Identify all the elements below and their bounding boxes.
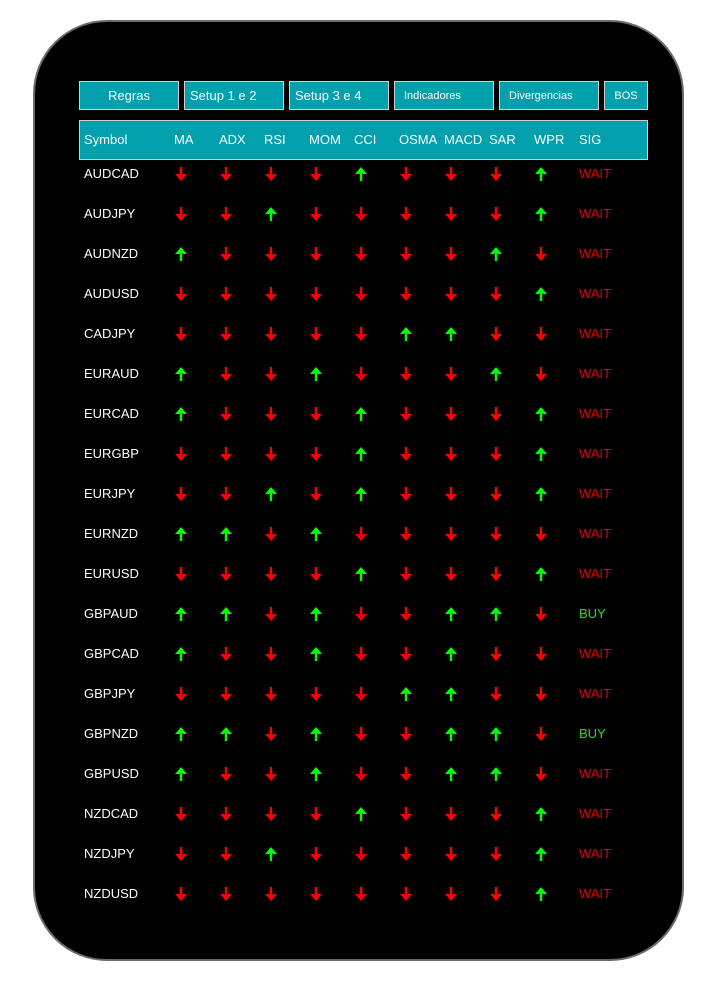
signal-status: WAIT	[579, 886, 612, 901]
arrow-up-icon	[355, 807, 367, 821]
arrow-down-icon	[175, 567, 187, 581]
header-mom: MOM	[309, 132, 341, 147]
arrow-down-icon	[265, 807, 277, 821]
arrow-down-icon	[265, 647, 277, 661]
arrow-down-icon	[400, 847, 412, 861]
arrow-down-icon	[400, 607, 412, 621]
arrow-up-icon	[265, 487, 277, 501]
arrow-down-icon	[310, 207, 322, 221]
symbol-label: EURUSD	[84, 566, 139, 581]
arrow-down-icon	[355, 727, 367, 741]
arrow-down-icon	[175, 847, 187, 861]
arrow-up-icon	[220, 527, 232, 541]
header-cci: CCI	[354, 132, 377, 147]
arrow-down-icon	[400, 247, 412, 261]
arrow-down-icon	[220, 207, 232, 221]
arrow-down-icon	[535, 647, 547, 661]
arrow-down-icon	[490, 567, 502, 581]
arrow-down-icon	[400, 767, 412, 781]
arrow-down-icon	[220, 407, 232, 421]
arrow-down-icon	[355, 687, 367, 701]
tab-label: Setup 3 e 4	[295, 88, 362, 103]
arrow-down-icon	[400, 727, 412, 741]
arrow-down-icon	[265, 687, 277, 701]
arrow-down-icon	[220, 167, 232, 181]
arrow-down-icon	[445, 527, 457, 541]
arrow-up-icon	[535, 487, 547, 501]
arrow-down-icon	[445, 447, 457, 461]
arrow-down-icon	[175, 807, 187, 821]
arrow-up-icon	[175, 527, 187, 541]
tab-indicadores[interactable]	[394, 81, 494, 110]
arrow-down-icon	[400, 287, 412, 301]
header-ma: MA	[174, 132, 194, 147]
arrow-down-icon	[535, 767, 547, 781]
arrow-down-icon	[310, 407, 322, 421]
arrow-down-icon	[310, 687, 322, 701]
arrow-up-icon	[535, 407, 547, 421]
tab-label: BOS	[614, 89, 638, 102]
arrow-down-icon	[220, 287, 232, 301]
arrow-down-icon	[265, 407, 277, 421]
arrow-down-icon	[220, 887, 232, 901]
symbol-label: EURNZD	[84, 526, 139, 541]
arrow-up-icon	[490, 767, 502, 781]
arrow-down-icon	[490, 687, 502, 701]
arrow-down-icon	[400, 207, 412, 221]
arrow-down-icon	[400, 527, 412, 541]
signal-status: WAIT	[579, 366, 612, 381]
arrow-down-icon	[445, 367, 457, 381]
signal-status: WAIT	[579, 286, 612, 301]
arrow-down-icon	[220, 647, 232, 661]
arrow-down-icon	[220, 567, 232, 581]
header-wpr: WPR	[534, 132, 565, 147]
arrow-down-icon	[265, 727, 277, 741]
arrow-up-icon	[445, 327, 457, 341]
arrow-down-icon	[265, 607, 277, 621]
arrow-down-icon	[355, 647, 367, 661]
arrow-up-icon	[265, 207, 277, 221]
signal-status: WAIT	[579, 686, 612, 701]
signal-status: WAIT	[579, 326, 612, 341]
arrow-up-icon	[175, 647, 187, 661]
arrow-down-icon	[490, 287, 502, 301]
arrow-up-icon	[445, 687, 457, 701]
arrow-down-icon	[490, 487, 502, 501]
arrow-up-icon	[535, 287, 547, 301]
signal-status: WAIT	[579, 766, 612, 781]
arrow-down-icon	[490, 647, 502, 661]
tab-divergencias[interactable]	[499, 81, 599, 110]
arrow-up-icon	[445, 767, 457, 781]
arrow-up-icon	[175, 247, 187, 261]
arrow-down-icon	[535, 527, 547, 541]
arrow-down-icon	[490, 847, 502, 861]
arrow-down-icon	[310, 887, 322, 901]
arrow-down-icon	[445, 207, 457, 221]
arrow-up-icon	[400, 327, 412, 341]
signal-status: WAIT	[579, 526, 612, 541]
arrow-up-icon	[445, 607, 457, 621]
arrow-down-icon	[535, 687, 547, 701]
arrow-down-icon	[265, 327, 277, 341]
arrow-up-icon	[355, 407, 367, 421]
arrow-down-icon	[355, 207, 367, 221]
arrow-down-icon	[490, 807, 502, 821]
symbol-label: EURJPY	[84, 486, 136, 501]
arrow-up-icon	[400, 687, 412, 701]
arrow-down-icon	[355, 607, 367, 621]
arrow-up-icon	[310, 367, 322, 381]
arrow-down-icon	[490, 407, 502, 421]
arrow-down-icon	[220, 327, 232, 341]
arrow-up-icon	[310, 767, 322, 781]
arrow-down-icon	[265, 247, 277, 261]
arrow-down-icon	[355, 887, 367, 901]
tab-regras[interactable]	[79, 81, 179, 110]
tab-bos[interactable]	[604, 81, 648, 110]
arrow-down-icon	[400, 807, 412, 821]
arrow-down-icon	[355, 527, 367, 541]
arrow-up-icon	[355, 167, 367, 181]
arrow-down-icon	[400, 407, 412, 421]
arrow-up-icon	[535, 887, 547, 901]
arrow-down-icon	[220, 447, 232, 461]
arrow-down-icon	[310, 487, 322, 501]
symbol-label: AUDUSD	[84, 286, 139, 301]
symbol-label: AUDCAD	[84, 166, 139, 181]
arrow-down-icon	[400, 487, 412, 501]
arrow-up-icon	[355, 567, 367, 581]
symbol-label: GBPUSD	[84, 766, 139, 781]
symbol-label: EURCAD	[84, 406, 139, 421]
arrow-up-icon	[490, 247, 502, 261]
arrow-down-icon	[265, 527, 277, 541]
signal-status: WAIT	[579, 566, 612, 581]
arrow-down-icon	[220, 687, 232, 701]
signal-status: WAIT	[579, 486, 612, 501]
header-symbol: Symbol	[84, 132, 128, 147]
header-adx: ADX	[219, 132, 246, 147]
arrow-down-icon	[355, 247, 367, 261]
symbol-label: EURAUD	[84, 366, 139, 381]
symbol-label: NZDJPY	[84, 846, 135, 861]
signal-status: WAIT	[579, 166, 612, 181]
arrow-down-icon	[220, 847, 232, 861]
signal-status: WAIT	[579, 846, 612, 861]
signal-status: WAIT	[579, 246, 612, 261]
symbol-label: NZDCAD	[84, 806, 139, 821]
arrow-down-icon	[175, 327, 187, 341]
arrow-down-icon	[400, 647, 412, 661]
arrow-down-icon	[175, 447, 187, 461]
arrow-down-icon	[400, 447, 412, 461]
arrow-down-icon	[535, 727, 547, 741]
arrow-down-icon	[535, 367, 547, 381]
signal-status: WAIT	[579, 446, 612, 461]
arrow-up-icon	[490, 367, 502, 381]
tab-setup-3-e-4[interactable]	[289, 81, 389, 110]
arrow-down-icon	[535, 247, 547, 261]
arrow-down-icon	[535, 607, 547, 621]
tab-label: Regras	[108, 88, 150, 103]
arrow-up-icon	[220, 727, 232, 741]
arrow-down-icon	[175, 287, 187, 301]
signal-status: BUY	[579, 606, 606, 621]
header-sar: SAR	[489, 132, 516, 147]
symbol-label: AUDNZD	[84, 246, 139, 261]
symbol-label: GBPCAD	[84, 646, 139, 661]
arrow-down-icon	[265, 167, 277, 181]
arrow-up-icon	[355, 487, 367, 501]
arrow-down-icon	[445, 167, 457, 181]
arrow-down-icon	[535, 327, 547, 341]
header-macd: MACD	[444, 132, 483, 147]
arrow-down-icon	[490, 327, 502, 341]
arrow-down-icon	[355, 367, 367, 381]
arrow-down-icon	[400, 567, 412, 581]
signal-status: WAIT	[579, 646, 612, 661]
symbol-label: AUDJPY	[84, 206, 136, 221]
arrow-down-icon	[220, 367, 232, 381]
symbol-label: CADJPY	[84, 326, 136, 341]
arrow-up-icon	[310, 647, 322, 661]
arrow-up-icon	[445, 727, 457, 741]
arrow-down-icon	[445, 247, 457, 261]
arrow-up-icon	[310, 527, 322, 541]
arrow-down-icon	[310, 847, 322, 861]
tab-label: Setup 1 e 2	[190, 88, 257, 103]
header-osma: OSMA	[399, 132, 438, 147]
arrow-down-icon	[310, 807, 322, 821]
arrow-down-icon	[490, 447, 502, 461]
arrow-down-icon	[490, 167, 502, 181]
arrow-down-icon	[400, 887, 412, 901]
arrow-up-icon	[220, 607, 232, 621]
arrow-down-icon	[175, 167, 187, 181]
arrow-down-icon	[490, 887, 502, 901]
arrow-down-icon	[490, 207, 502, 221]
arrow-up-icon	[175, 767, 187, 781]
arrow-up-icon	[490, 607, 502, 621]
arrow-down-icon	[310, 287, 322, 301]
arrow-down-icon	[445, 847, 457, 861]
arrow-down-icon	[265, 767, 277, 781]
arrow-down-icon	[220, 807, 232, 821]
arrow-down-icon	[445, 287, 457, 301]
arrow-down-icon	[265, 287, 277, 301]
arrow-down-icon	[265, 567, 277, 581]
arrow-down-icon	[310, 567, 322, 581]
arrow-up-icon	[535, 447, 547, 461]
arrow-down-icon	[400, 167, 412, 181]
arrow-down-icon	[175, 687, 187, 701]
header-rsi: RSI	[264, 132, 286, 147]
arrow-down-icon	[220, 767, 232, 781]
arrow-down-icon	[265, 367, 277, 381]
arrow-down-icon	[355, 847, 367, 861]
arrow-down-icon	[445, 887, 457, 901]
arrow-down-icon	[175, 887, 187, 901]
arrow-down-icon	[310, 247, 322, 261]
arrow-down-icon	[310, 327, 322, 341]
tab-label: Divergencias	[509, 89, 573, 102]
arrow-down-icon	[220, 487, 232, 501]
arrow-down-icon	[445, 407, 457, 421]
arrow-down-icon	[400, 367, 412, 381]
arrow-down-icon	[445, 567, 457, 581]
arrow-down-icon	[265, 447, 277, 461]
arrow-down-icon	[175, 487, 187, 501]
arrow-down-icon	[175, 207, 187, 221]
arrow-down-icon	[445, 807, 457, 821]
arrow-up-icon	[535, 807, 547, 821]
tab-setup-1-e-2[interactable]	[184, 81, 284, 110]
symbol-label: GBPAUD	[84, 606, 138, 621]
arrow-up-icon	[535, 567, 547, 581]
arrow-up-icon	[535, 847, 547, 861]
arrow-up-icon	[490, 727, 502, 741]
symbol-label: GBPNZD	[84, 726, 139, 741]
arrow-up-icon	[265, 847, 277, 861]
arrow-up-icon	[535, 207, 547, 221]
arrow-up-icon	[445, 647, 457, 661]
signal-status: WAIT	[579, 806, 612, 821]
arrow-up-icon	[355, 447, 367, 461]
arrow-down-icon	[355, 767, 367, 781]
arrow-down-icon	[310, 447, 322, 461]
arrow-up-icon	[175, 727, 187, 741]
arrow-down-icon	[490, 527, 502, 541]
symbol-label: EURGBP	[84, 446, 139, 461]
arrow-up-icon	[535, 167, 547, 181]
arrow-down-icon	[445, 487, 457, 501]
arrow-up-icon	[310, 607, 322, 621]
tab-label: Indicadores	[404, 89, 461, 102]
arrow-up-icon	[175, 367, 187, 381]
arrow-up-icon	[175, 607, 187, 621]
arrow-down-icon	[355, 327, 367, 341]
arrow-down-icon	[265, 887, 277, 901]
signal-status: WAIT	[579, 406, 612, 421]
arrow-up-icon	[310, 727, 322, 741]
symbol-label: GBPJPY	[84, 686, 136, 701]
arrow-down-icon	[220, 247, 232, 261]
signal-status: BUY	[579, 726, 606, 741]
arrow-down-icon	[310, 167, 322, 181]
header-sig: SIG	[579, 132, 602, 147]
symbol-label: NZDUSD	[84, 886, 139, 901]
arrow-down-icon	[355, 287, 367, 301]
signal-status: WAIT	[579, 206, 612, 221]
arrow-up-icon	[175, 407, 187, 421]
